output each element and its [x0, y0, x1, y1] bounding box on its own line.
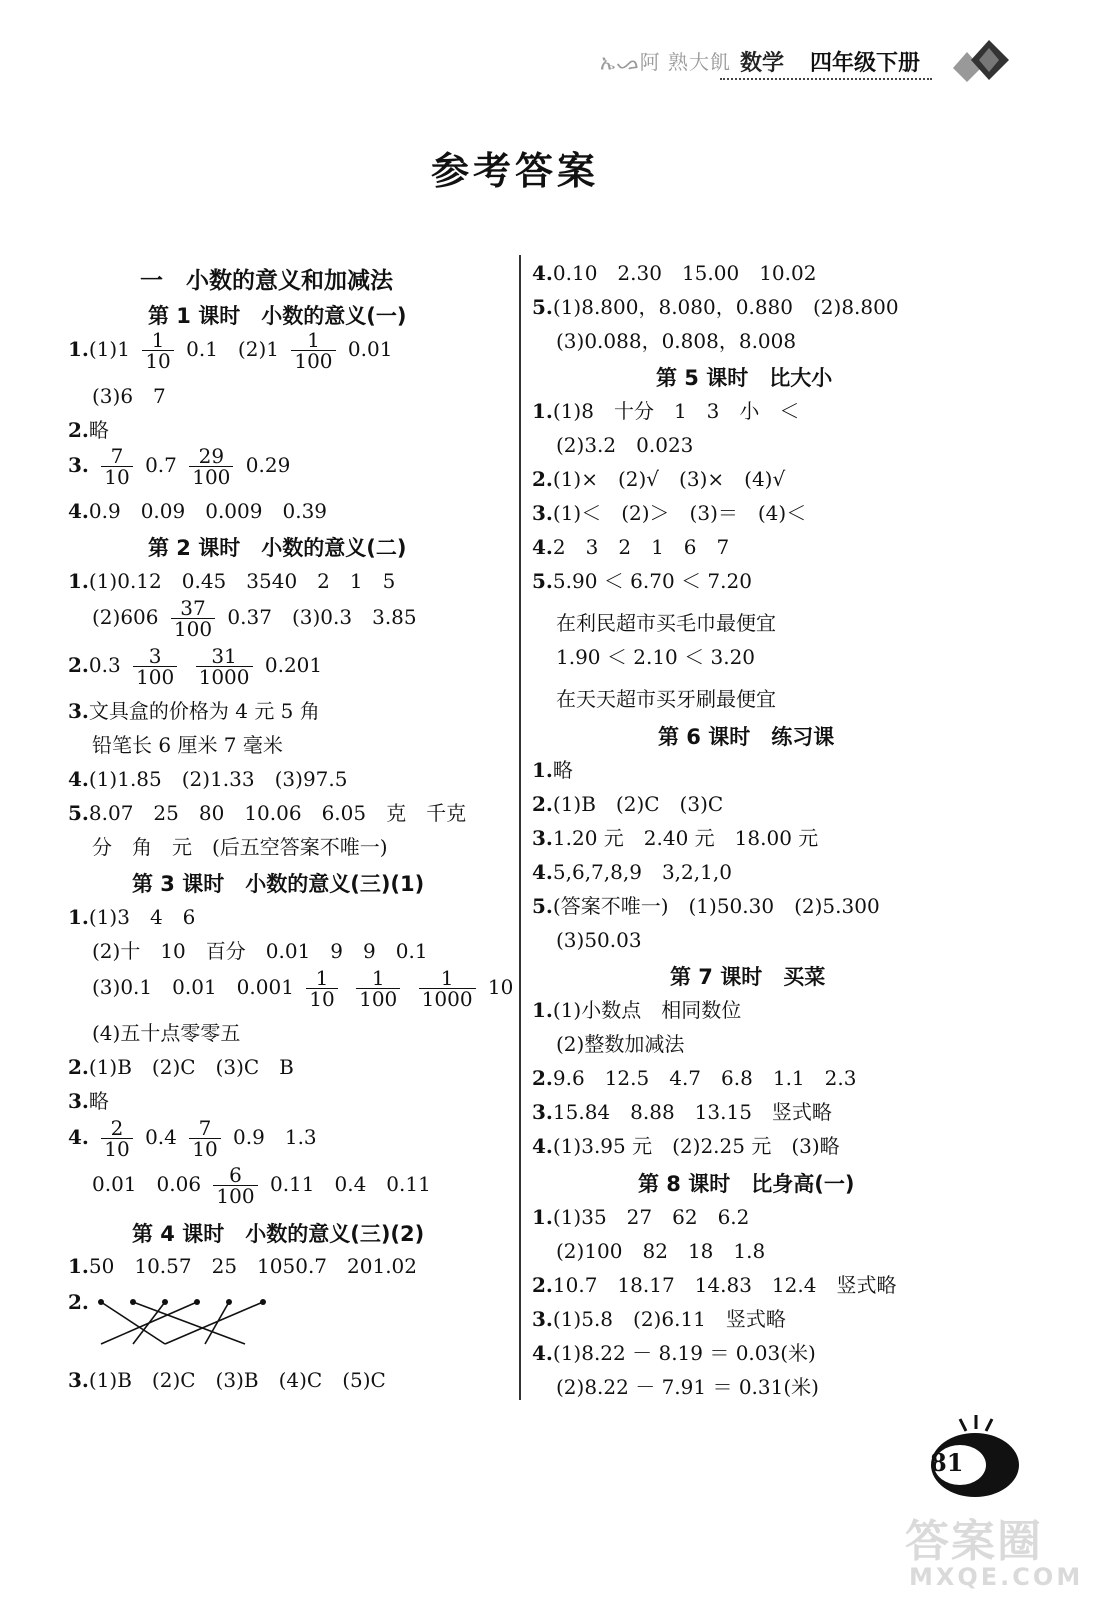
l7-q3: 3.15.84 8.88 13.15 竖式略: [532, 1100, 832, 1124]
l1-q3: 3. $\frac{7}{10}$ 0.7 $\frac{29}{100}$ 0.29: [68, 444, 291, 489]
l5-q2: 2.(1)× (2)√ (3)× (4)√: [532, 467, 786, 491]
l7-q2: 2.9.6 12.5 4.7 6.8 1.1 2.3: [532, 1066, 857, 1090]
l6-q3: 3.1.20 元 2.40 元 18.00 元: [532, 826, 819, 850]
l3-q4: 4. $\frac{2}{10}$ 0.4 $\frac{7}{10}$ 0.9 1.3: [68, 1116, 317, 1161]
l5-q5-c: 1.90 ＜ 2.10 ＜ 3.20: [556, 645, 756, 669]
fraction: $\frac{37}{100}$: [171, 598, 215, 639]
fraction: $\frac{1}{100}$: [356, 968, 400, 1009]
l7-q1: 1.(1)小数点 相同数位: [532, 998, 742, 1022]
fraction: $\frac{7}{10}$: [101, 446, 132, 487]
fraction: $\frac{3}{100}$: [133, 646, 177, 687]
header-faint-text: ኤᯀ阿 熟大飢: [600, 50, 731, 74]
l8-q3: 3.(1)5.8 (2)6.11 竖式略: [532, 1307, 786, 1331]
l1-q1: 1.(1)1 $\frac{1}{10}$ 0.1 (2)1 $\frac{1}{100}$ 0.01: [68, 328, 393, 373]
l5-q1-cont: (2)3.2 0.023: [556, 433, 694, 457]
fraction: $\frac{31}{1000}$: [196, 646, 253, 687]
fraction: $\frac{6}{100}$: [213, 1165, 257, 1206]
lesson-1-heading: 第 1 课时 小数的意义(一): [148, 304, 407, 328]
l6-q2: 2.(1)B (2)C (3)C: [532, 792, 724, 816]
l2-q1: 1.(1)0.12 0.45 3540 2 1 5: [68, 569, 396, 593]
l6-q1: 1.略: [532, 758, 573, 782]
l6-q5-cont: (3)50.03: [556, 928, 642, 952]
l5-q4: 4.2 3 2 1 6 7: [532, 535, 730, 559]
fraction: $\frac{2}{10}$: [101, 1118, 132, 1159]
header-subject: 数学: [740, 50, 785, 76]
fraction: $\frac{1}{100}$: [291, 330, 335, 371]
l8-q4: 4.(1)8.22 － 8.19 ＝ 0.03(米): [532, 1341, 816, 1365]
l5-q3: 3.(1)＜ (2)＞ (3)＝ (4)＜: [532, 501, 807, 525]
l5-q5-d: 在天天超市买牙刷最便宜: [556, 687, 776, 711]
l4-q2: 2.: [68, 1290, 89, 1314]
watermark: [895, 1505, 1095, 1600]
lesson-2-heading: 第 2 课时 小数的意义(二): [148, 536, 407, 560]
l2-q5: 5.8.07 25 80 10.06 6.05 克 千克: [68, 801, 467, 825]
matching-lines-diagram: [95, 1292, 275, 1352]
l3-q1-b: (2)十 10 百分 0.01 9 9 0.1: [92, 939, 428, 963]
l6-q4: 4.5,6,7,8,9 3,2,1,0: [532, 860, 732, 884]
l3-q1: 1.(1)3 4 6: [68, 905, 196, 929]
fraction: $\frac{7}{10}$: [189, 1118, 220, 1159]
lesson-8-heading: 第 8 课时 比身高(一): [638, 1172, 855, 1196]
l2-q3: 3.文具盒的价格为 4 元 5 角: [68, 699, 320, 723]
lesson-5-heading: 第 5 课时 比大小: [656, 366, 833, 390]
watermark-bottom: MXQE.COM: [909, 1563, 1084, 1591]
lesson-4-heading: 第 4 课时 小数的意义(三)(2): [132, 1222, 425, 1246]
l7-q1-cont: (2)整数加减法: [556, 1032, 685, 1056]
chapter-heading: 一 小数的意义和加减法: [140, 268, 393, 294]
l3-q1-c: (3)0.1 0.01 0.001 $\frac{1}{10}$ $\frac{1}{100}$ $\frac{1}{1000}$ 10: [92, 966, 514, 1011]
l8-q1: 1.(1)35 27 62 6.2: [532, 1205, 750, 1229]
page-header: [600, 38, 1030, 78]
watermark-top: 答案圈: [905, 1516, 1043, 1567]
l2-q4: 4.(1)1.85 (2)1.33 (3)97.5: [68, 767, 348, 791]
l2-q3-cont: 铅笔长 6 厘米 7 毫米: [92, 733, 283, 757]
l5-q5: 5.5.90 ＜ 6.70 ＜ 7.20: [532, 569, 752, 593]
l8-q1-cont: (2)100 82 18 1.8: [556, 1239, 766, 1263]
l3-q2: 2.(1)B (2)C (3)C B: [68, 1055, 294, 1079]
l5-q5-b: 在利民超市买毛巾最便宜: [556, 611, 776, 635]
header-dotted-line: [720, 78, 932, 80]
l1-q2: 2.略: [68, 418, 109, 442]
l3-q4-cont: 0.01 0.06 $\frac{6}{100}$ 0.11 0.4 0.11: [92, 1163, 431, 1208]
l2-q5-cont: 分 角 元 (后五空答案不唯一): [92, 835, 388, 859]
l4-q5: 5.(1)8.800，8.080，0.880 (2)8.800: [532, 295, 899, 319]
l7-q4: 4.(1)3.95 元 (2)2.25 元 (3)略: [532, 1134, 840, 1158]
page-title: 参考答案: [430, 149, 599, 193]
l2-q1-cont: (2)606 $\frac{37}{100}$ 0.37 (3)0.3 3.85: [92, 596, 417, 641]
diamond-logo-icon: [945, 38, 1015, 83]
lesson-7-heading: 第 7 课时 买菜: [670, 965, 826, 989]
l4-q1: 1.50 10.57 25 1050.7 201.02: [68, 1254, 418, 1278]
page-number: 81: [930, 1448, 964, 1477]
l6-q5: 5.(答案不唯一) (1)50.30 (2)5.300: [532, 894, 880, 918]
lesson-3-heading: 第 3 课时 小数的意义(三)(1): [132, 872, 425, 896]
fraction: $\frac{1}{10}$: [306, 968, 337, 1009]
l2-q2: 2.0.3 $\frac{3}{100}$ $\frac{31}{1000}$ 0.201: [68, 644, 323, 689]
l4-q5-cont: (3)0.088，0.808，8.008: [556, 329, 797, 353]
l3-q3: 3.略: [68, 1089, 109, 1113]
l8-q4-cont: (2)8.22 － 7.91 ＝ 0.31(米): [556, 1375, 819, 1399]
l1-q4: 4.0.9 0.09 0.009 0.39: [68, 499, 328, 523]
lesson-6-heading: 第 6 课时 练习课: [658, 725, 835, 749]
l3-q1-e: (4)五十点零零五: [92, 1021, 241, 1045]
l8-q2: 2.10.7 18.17 14.83 12.4 竖式略: [532, 1273, 897, 1297]
l1-q1-cont: (3)6 7: [92, 384, 166, 408]
fraction: $\frac{1}{1000}$: [419, 968, 476, 1009]
l5-q1: 1.(1)8 十分 1 3 小 ＜: [532, 399, 800, 423]
fraction: $\frac{1}{10}$: [142, 330, 173, 371]
header-grade: 四年级下册: [810, 50, 921, 76]
l4-q4: 4.0.10 2.30 15.00 10.02: [532, 261, 817, 285]
column-divider: [519, 255, 521, 1400]
l4-q3: 3.(1)B (2)C (3)B (4)C (5)C: [68, 1368, 386, 1392]
fraction: $\frac{29}{100}$: [189, 446, 233, 487]
